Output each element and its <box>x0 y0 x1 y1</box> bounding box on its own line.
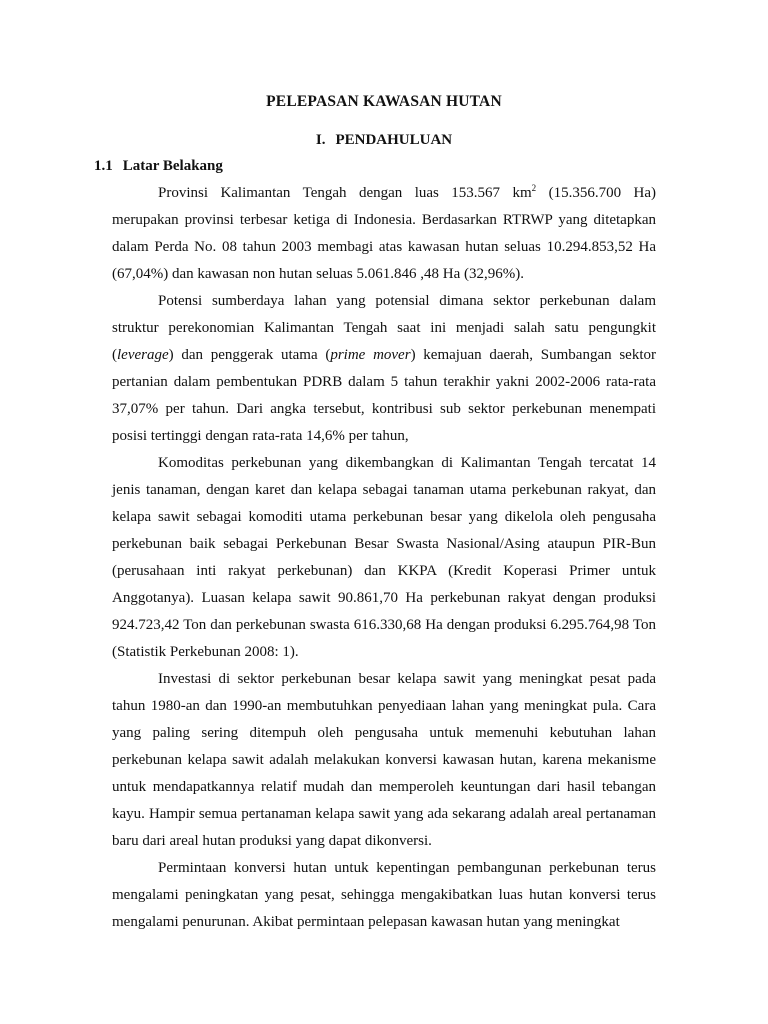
body-text <box>112 180 656 936</box>
paragraph-2-text-b: ) dan penggerak utama ( <box>168 347 331 363</box>
section-number: 1.1 <box>94 158 113 174</box>
paragraph-5: Permintaan konversi hutan untuk kepentingan pembangunan perkebunan terus mengalami peningkatan yang pesat, sehingga mengakibatkan luas hutan konversi terus mengalami penurunan. Akibat permintaan pelepasan kawasan hutan yang meningkat <box>112 860 656 930</box>
paragraph-4: Investasi di sektor perkebunan besar kelapa sawit yang meningkat pesat pada tahun 1980-an dan 1990-an membutuhkan penyediaan lahan yang meningkat pula. Cara yang paling sering ditempuh oleh pengusaha untuk memenuhi kebutuhan lahan perkebunan kelapa sawit adalah melakukan konversi kawasan hutan, karena mekanisme untuk mendapatkannya relatif mudah dan memperoleh keuntungan dari hasil tebangan kayu. Hampir semua pertanaman kelapa sawit yang ada sekarang adalah areal pertanaman baru dari areal hutan produksi yang dapat dikonversi. <box>112 671 656 849</box>
italic-prime-mover: prime mover <box>330 347 411 363</box>
section-title: Latar Belakang <box>122 158 223 174</box>
paragraph-2 <box>112 288 656 450</box>
paragraph-1-text-b: (15.356.700 Ha) merupakan provinsi terbesar ketiga di Indonesia. Berdasarkan RTRWP yang ditetapkan dalam Perda No. 08 tahun 2003 membagi atas kawasan hutan seluas 10.294.853,52 Ha (67,04%) dan kawasan non hutan seluas 5.061.846 ,48 Ha (32,96%). <box>112 185 657 282</box>
paragraph-2-text-a: Potensi sumberdaya lahan yang potensial dimana sektor perkebunan dalam struktur perekonomian Kalimantan Tengah saat ini menjadi salah satu pengungkit ( <box>112 293 656 363</box>
chapter-heading <box>0 132 768 149</box>
italic-leverage: leverage <box>117 347 169 363</box>
paragraph-2-text-c: ) kemajuan daerah, Sumbangan sektor pertanian dalam pembentukan PDRB dalam 5 tahun terakhir yakni 2002-2006 rata-rata 37,07% per tahun. Dari angka tersebut, kontribusi sub sektor perkebunan menempati posisi tertinggi dengan rata-rata 14,6% per tahun, <box>112 347 656 444</box>
paragraph-1-text-a: Provinsi Kalimantan Tengah dengan luas 153.567 km <box>158 185 532 201</box>
section-heading <box>94 158 223 175</box>
chapter-title: PENDAHULUAN <box>335 132 453 148</box>
superscript-2: 2 <box>531 183 537 193</box>
paragraph-3: Komoditas perkebunan yang dikembangkan di Kalimantan Tengah tercatat 14 jenis tanaman, dengan karet dan kelapa sebagai tanaman utama perkebunan rakyat, dan kelapa sawit sebagai komoditi utama perkebunan besar yang dikelola oleh pengusaha perkebunan baik sebagai Perkebunan Besar Swasta Nasional/Asing ataupun PIR-Bun (perusahaan inti rakyat perkebunan) dan KKPA (Kredit Koperasi Primer untuk Anggotanya). Luasan kelapa sawit 90.861,70 Ha perkebunan rakyat dengan produksi 924.723,42 Ton dan perkebunan swasta 616.330,68 Ha dengan produksi 6.295.764,98 Ton (Statistik Perkebunan 2008: 1). <box>112 455 656 660</box>
paragraph-1 <box>112 180 656 288</box>
chapter-number: I. <box>315 132 326 148</box>
document-title: PELEPASAN KAWASAN HUTAN <box>266 93 502 110</box>
